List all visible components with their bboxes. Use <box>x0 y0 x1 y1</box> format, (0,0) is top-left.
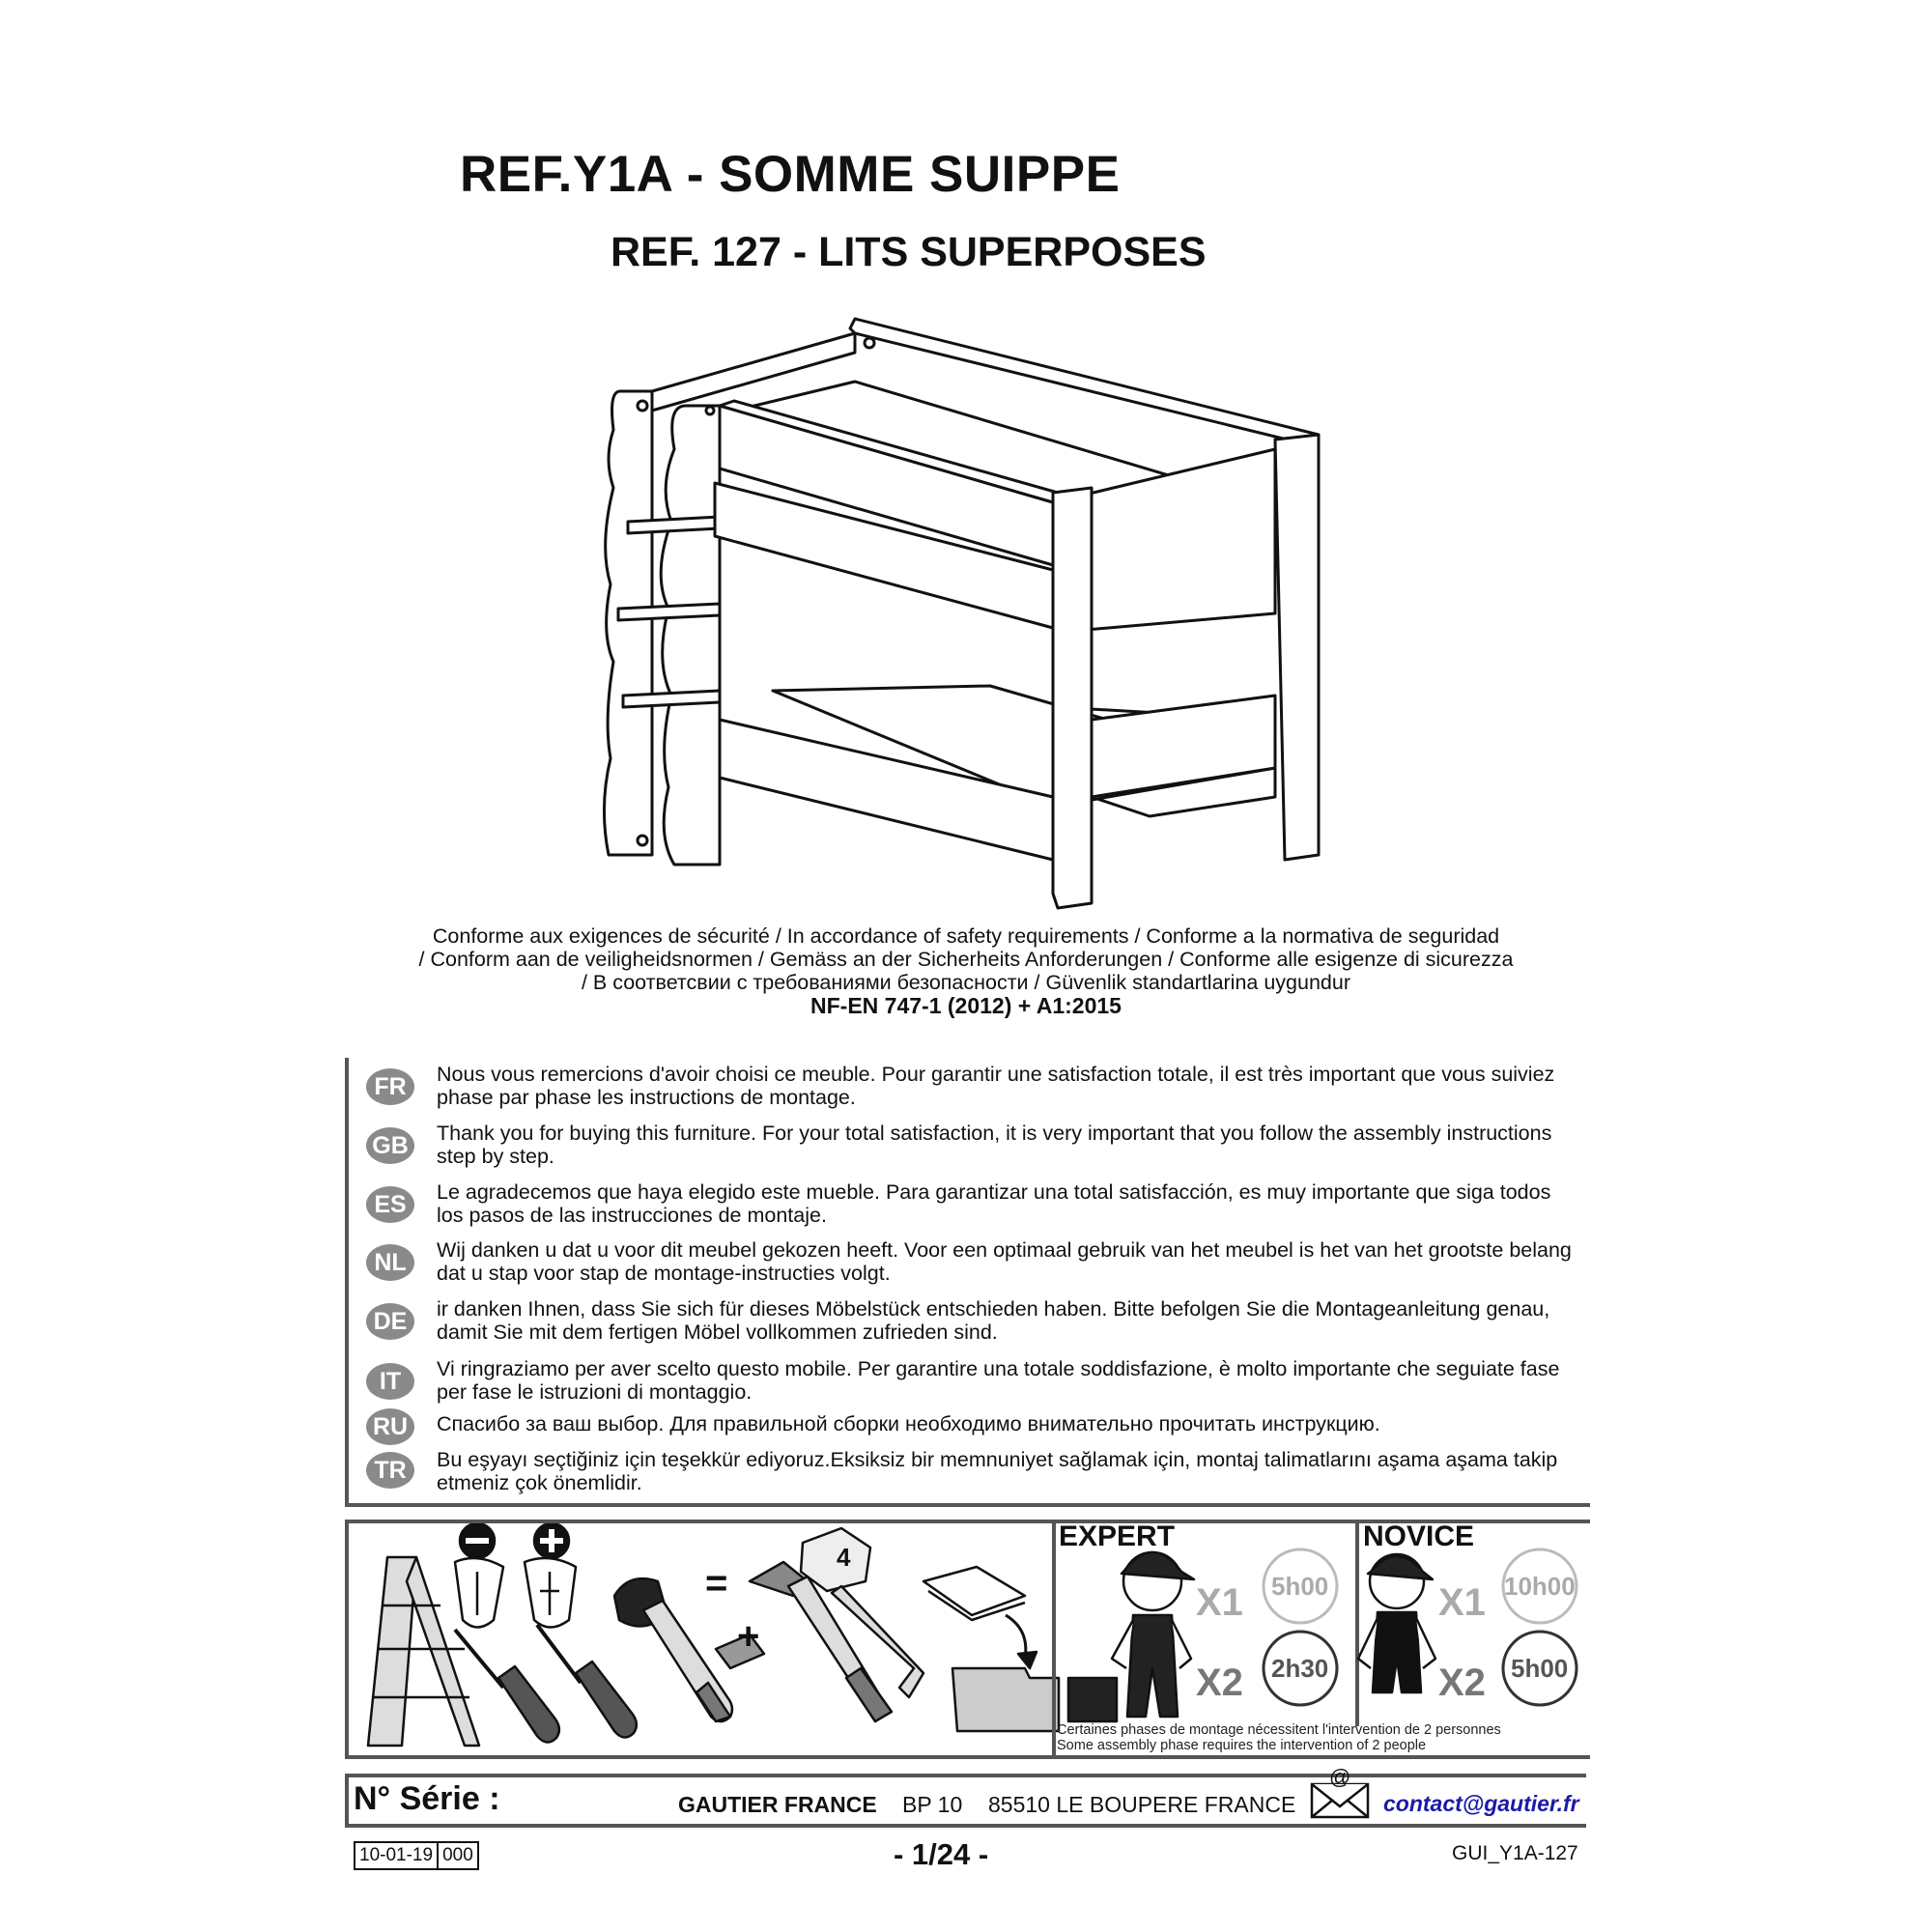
novice-figure-icon <box>1358 1554 1435 1692</box>
expert-x2: X2 <box>1196 1662 1243 1704</box>
date-code: 10-01-19 <box>359 1845 434 1865</box>
title-reference: REF.Y1A - SOMME SUIPPE <box>460 146 1121 203</box>
footer-left-border <box>345 1774 349 1827</box>
lang-badge-gb: GB <box>366 1127 414 1164</box>
norm-reference: NF-EN 747-1 (2012) + A1:2015 <box>810 993 1122 1018</box>
compliance-statement <box>348 924 1584 1017</box>
lang-badge-de: DE <box>366 1303 414 1340</box>
expert-figure-icon <box>1068 1552 1194 1721</box>
equals-sign: = <box>705 1562 728 1605</box>
compliance-line-2: / Conform aan de veiligheidsnormen / Gemäss an der Sicherheits Anforderungen / Conforme alle esigenze di sicurezza <box>418 948 1514 971</box>
version-code: 000 <box>437 1843 477 1868</box>
plus-sign: + <box>737 1615 760 1658</box>
title-product: REF. 127 - LITS SUPERPOSES <box>611 229 1207 275</box>
lang-text-tr: Bu eşyayı seçtiğiniz için teşekkür ediyoruz.Eksiksiz bir memnuniyet sağlamak için, montaj talimatlarını aşama aşama takip etmeniz çok önemlidir. <box>437 1448 1558 1494</box>
tools-panel <box>345 1520 1590 1759</box>
footer-top-rule <box>345 1774 1586 1777</box>
novice-time-1: 10h00 <box>1504 1572 1576 1601</box>
lang-badge-nl: NL <box>366 1244 414 1281</box>
lang-badge-tr: TR <box>366 1452 414 1489</box>
lang-text-es: Le agradecemos que haya elegido este mueble. Para garantizar una total satisfacción, es muy importante que siga todos los pasos de las instrucciones de montaje. <box>437 1180 1551 1227</box>
two-people-note <box>1057 1722 1501 1753</box>
company-bp: BP 10 <box>902 1792 963 1817</box>
lang-badge-fr: FR <box>366 1068 414 1105</box>
company-name: GAUTIER FRANCE <box>678 1792 877 1817</box>
manual-book-icon <box>923 1567 1025 1620</box>
lang-badge-ru: RU <box>366 1408 414 1445</box>
novice-x1: X1 <box>1438 1581 1486 1624</box>
two-people-note-fr: Certaines phases de montage nécessitent l'intervention de 2 personnes <box>1057 1722 1501 1738</box>
company-city: 85510 LE BOUPERE FRANCE <box>988 1792 1296 1817</box>
lang-badge-it: IT <box>366 1363 414 1400</box>
hex-key-size: 4 <box>837 1543 851 1572</box>
novice-label: NOVICE <box>1363 1520 1475 1552</box>
novice-time-2: 5h00 <box>1511 1654 1569 1683</box>
two-people-note-en: Some assembly phase requires the intervention of 2 people <box>1057 1738 1427 1753</box>
novice-x2: X2 <box>1438 1662 1486 1704</box>
language-instructions <box>345 1058 1590 1507</box>
tools-illustration <box>349 1523 1590 1755</box>
bunk-bed-illustration <box>599 314 1333 923</box>
lang-text-gb: Thank you for buying this furniture. For your total satisfaction, it is very important that you follow the assembly instructions step by step. <box>437 1122 1552 1168</box>
lang-text-nl: Wij danken u dat u voor dit meubel gekozen heeft. Voor een optimaal gebruik van het meubel is het van het grootste belang dat u stap voor stap de montage-instructies volgt. <box>437 1238 1572 1285</box>
lang-text-it: Vi ringraziamo per aver scelto questo mobile. Per garantire una totale soddisfazione, è molto importante che seguiate fase per fase le istruzioni di montaggio. <box>437 1357 1560 1404</box>
expert-time-1: 5h00 <box>1271 1572 1329 1601</box>
expert-time-2: 2h30 <box>1271 1654 1329 1683</box>
folder-icon <box>952 1668 1059 1731</box>
lang-text-de: ir danken Ihnen, dass Sie sich für dieses Möbelstück entschieden haben. Bitte befolgen Sie die Montageanleitung genau, damit Sie mit dem fertigen Möbel vollkommen zufrieden sind. <box>437 1297 1550 1344</box>
lang-text-fr: Nous vous remercions d'avoir choisi ce meuble. Pour garantir une satisfaction totale, il est très important que vous suiviez phase par phase les instructions de montage. <box>437 1063 1555 1109</box>
expert-label: EXPERT <box>1059 1520 1176 1552</box>
lang-text-ru: Спасибо за ваш выбор. Для правильной сборки необходимо внимательно прочитать инструкцию. <box>437 1412 1380 1435</box>
compliance-line-1: Conforme aux exigences de sécurité / In accordance of safety requirements / Conforme a la normativa de seguridad <box>432 924 1500 948</box>
document-reference: GUI_Y1A-127 <box>1452 1842 1578 1864</box>
footer-bottom-rule <box>345 1824 1586 1828</box>
date-code-box <box>354 1841 479 1870</box>
page-number: - 1/24 - <box>894 1837 989 1871</box>
serial-number-label: N° Série : <box>354 1780 500 1817</box>
compliance-line-3: / В соответсвии с требованиями безопасности / Güvenlik standartlarina uygundur <box>581 971 1351 994</box>
expert-x1: X1 <box>1196 1581 1243 1624</box>
lang-badge-es: ES <box>366 1186 414 1223</box>
envelope-at-sign: @ <box>1329 1765 1351 1789</box>
contact-email[interactable]: contact@gautier.fr <box>1383 1791 1579 1816</box>
